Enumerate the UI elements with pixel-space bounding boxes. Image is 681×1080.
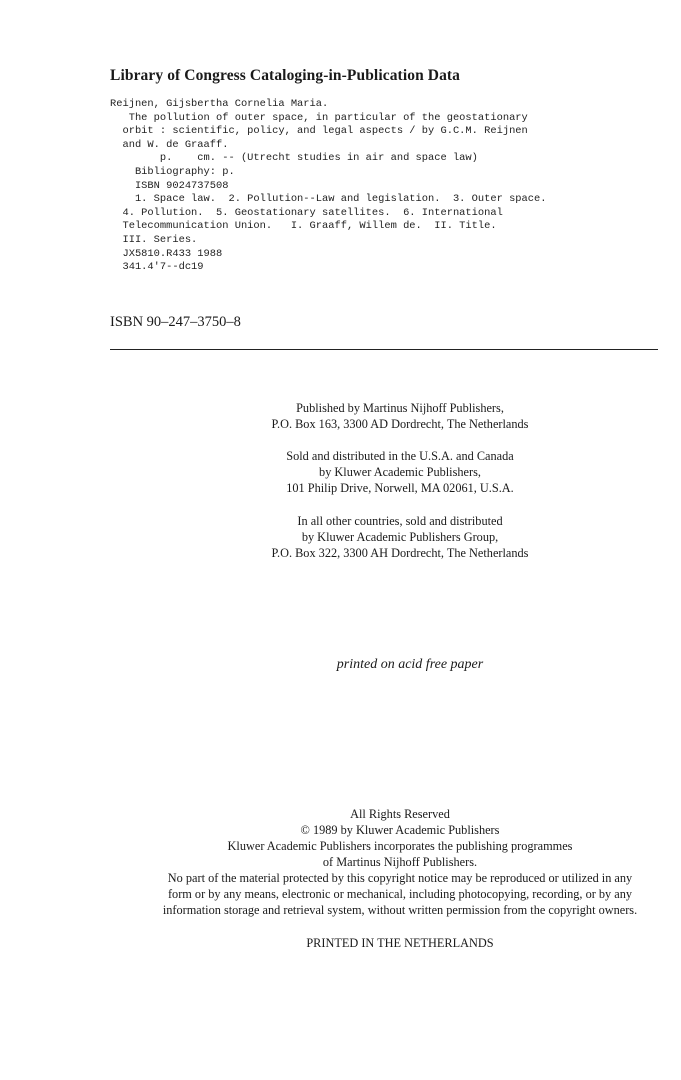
cip-heading: Library of Congress Cataloging-in-Publication Data <box>110 67 461 84</box>
rights-line: form or by any means, electronic or mechanical, including photocopying, recording, or by any <box>167 887 633 901</box>
distribution-other-address: P.O. Box 322, 3300 AH Dordrecht, The Netherlands <box>271 546 529 560</box>
rights-line: of Martinus Nijhoff Publishers. <box>322 855 478 869</box>
rights-line: No part of the material protected by this copyright notice may be reproduced or utilized in any <box>167 871 633 885</box>
cip-line: ISBN 9024737508 <box>110 179 229 192</box>
cip-line: Bibliography: p. <box>110 165 235 178</box>
cip-line: Telecommunication Union. I. Graaff, Willem de. II. Title. <box>110 220 497 233</box>
cip-line: and W. de Graaff. <box>110 138 229 151</box>
distribution-other-line: by Kluwer Academic Publishers Group, <box>301 530 499 544</box>
distribution-usa-line: by Kluwer Academic Publishers, <box>319 465 481 479</box>
cip-line: The pollution of outer space, in particular of the geostationary <box>110 111 528 124</box>
isbn: ISBN 90–247–3750–8 <box>110 314 241 330</box>
cip-line: 4. Pollution. 5. Geostationary satellites. 6. International <box>110 206 503 219</box>
printed-in: PRINTED IN THE NETHERLANDS <box>306 936 494 950</box>
cip-line: orbit : scientific, policy, and legal aspects / by G.C.M. Reijnen <box>110 125 528 138</box>
publisher-address: P.O. Box 163, 3300 AD Dordrecht, The Netherlands <box>271 417 529 431</box>
distribution-usa-block <box>180 448 620 496</box>
rights-reserved: All Rights Reserved <box>350 807 450 821</box>
publisher-line: Published by Martinus Nijhoff Publishers, <box>296 401 504 415</box>
rights-line: information storage and retrieval system, without written permission from the copyright owners. <box>162 903 638 917</box>
cip-line: Reijnen, Gijsbertha Cornelia Maria. <box>110 98 329 110</box>
distribution-usa-line: Sold and distributed in the U.S.A. and Canada <box>286 449 514 463</box>
distribution-other-block <box>180 513 620 561</box>
cip-record <box>110 98 650 275</box>
rights-line: Kluwer Academic Publishers incorporates the publishing programmes <box>227 839 573 853</box>
cip-line: III. Series. <box>110 233 198 246</box>
cip-line: JX5810.R433 1988 <box>110 247 223 260</box>
cip-line: p. cm. -- (Utrecht studies in air and space law) <box>110 152 478 165</box>
cip-line: 1. Space law. 2. Pollution--Law and legislation. 3. Outer space. <box>110 193 547 206</box>
publisher-block <box>180 400 620 432</box>
distribution-other-line: In all other countries, sold and distributed <box>297 514 503 528</box>
cip-line: 341.4'7--dc19 <box>110 261 204 274</box>
rights-block <box>140 806 660 918</box>
copyright-line: © 1989 by Kluwer Academic Publishers <box>300 823 500 837</box>
acid-free-note: printed on acid free paper <box>336 657 484 672</box>
divider-rule <box>110 349 658 350</box>
distribution-usa-address: 101 Philip Drive, Norwell, MA 02061, U.S.A. <box>286 481 514 495</box>
